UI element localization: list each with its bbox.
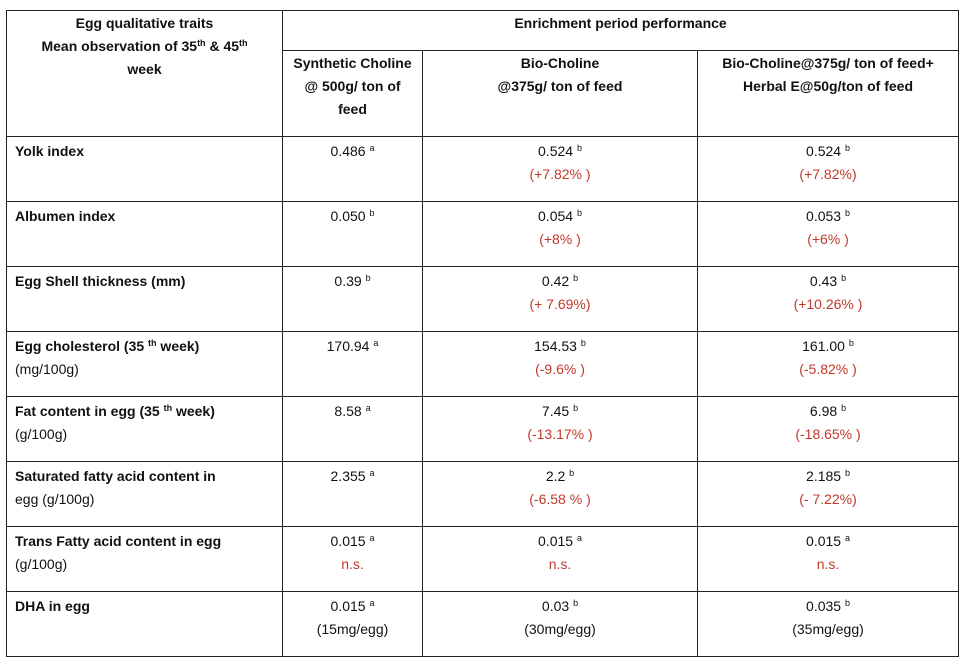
value-cell-c2 [423, 202, 698, 267]
trait-name: Albumen index [15, 208, 116, 224]
value-cell-c3 [698, 462, 959, 527]
change-note: (+7.82% ) [529, 166, 591, 182]
change-note: (+7.82%) [799, 166, 857, 182]
change-note: (- 7.22%) [799, 491, 857, 507]
value-cell-c3 [698, 202, 959, 267]
trait-cell [7, 267, 283, 332]
value: 0.053 $^b$ [806, 208, 850, 224]
table-row [7, 527, 959, 592]
change-note: (-13.17% ) [527, 426, 593, 442]
trait-unit: (mg/100g) [15, 361, 79, 377]
value: 0.050 $^b$ [330, 208, 375, 224]
value: 161.00 $^b$ [802, 338, 854, 354]
header-traits [7, 11, 283, 137]
value: 0.054 $^b$ [538, 208, 582, 224]
value-cell-c1 [283, 462, 423, 527]
value: 2.185 $^b$ [806, 468, 850, 484]
change-note: n.s. [341, 556, 364, 572]
value-cell-c3 [698, 527, 959, 592]
header-synthetic-choline: Synthetic Choline @ 500g/ ton of feed [283, 51, 423, 137]
value-cell-c1 [283, 397, 423, 462]
trait-cell [7, 137, 283, 202]
header-line1: Egg qualitative traits [75, 15, 214, 31]
header-group-title: Enrichment period performance [283, 11, 959, 51]
amount-note: (15mg/egg) [316, 621, 389, 637]
trait-name: Fat content in egg (35 $^{th}$ week) [15, 403, 215, 419]
change-note: (+ 7.69%) [529, 296, 591, 312]
change-note: (-9.6% ) [535, 361, 585, 377]
value-cell-c3 [698, 592, 959, 657]
change-note: (+6% ) [807, 231, 849, 247]
trait-unit: (g/100g) [15, 556, 68, 572]
value-cell-c2 [423, 267, 698, 332]
value: 2.355 $^a$ [330, 468, 375, 484]
value: 0.43 $^b$ [809, 273, 847, 289]
egg-traits-table [6, 10, 959, 657]
trait-name: Egg Shell thickness (mm) [15, 273, 186, 289]
change-note: (-5.82% ) [799, 361, 857, 377]
value-cell-c3 [698, 332, 959, 397]
value-cell-c2 [423, 592, 698, 657]
change-note: (+10.26% ) [793, 296, 863, 312]
table-row [7, 462, 959, 527]
trait-name: DHA in egg [15, 598, 90, 614]
value-cell-c1 [283, 267, 423, 332]
change-note: (-6.58 % ) [529, 491, 591, 507]
amount-note: (30mg/egg) [524, 621, 596, 637]
header-line2: Mean observation of 35th & 45th [41, 38, 248, 54]
value: 0.39 $^b$ [334, 273, 371, 289]
value-cell-c1 [283, 202, 423, 267]
value: 0.015 $^a$ [330, 533, 375, 549]
value: 0.42 $^b$ [541, 273, 579, 289]
value-cell-c3 [698, 267, 959, 332]
trait-cell [7, 332, 283, 397]
value: 0.015 $^a$ [806, 533, 850, 549]
trait-cell [7, 592, 283, 657]
trait-name: Egg cholesterol (35 $^{th}$ week) [15, 338, 200, 354]
value: 0.015 $^a$ [330, 598, 375, 614]
value-cell-c2 [423, 527, 698, 592]
table-container [6, 10, 959, 657]
value: 0.035 $^b$ [806, 598, 850, 614]
change-note: n.s. [816, 556, 840, 572]
value-cell-c2 [423, 462, 698, 527]
change-note: (-18.65% ) [795, 426, 861, 442]
trait-cell [7, 527, 283, 592]
value: 0.524 $^b$ [538, 143, 582, 159]
value: 170.94 $^a$ [326, 338, 379, 354]
trait-name: Yolk index [15, 143, 84, 159]
value: 8.58 $^a$ [334, 403, 371, 419]
value: 154.53 $^b$ [534, 338, 586, 354]
table-row [7, 267, 959, 332]
value-cell-c1 [283, 137, 423, 202]
trait-name: Trans Fatty acid content in egg [15, 533, 222, 549]
amount-note: (35mg/egg) [792, 621, 864, 637]
table-row [7, 202, 959, 267]
table-row [7, 592, 959, 657]
value: 0.015 $^a$ [538, 533, 582, 549]
value: 0.524 $^b$ [806, 143, 850, 159]
value-cell-c3 [698, 137, 959, 202]
header-line3: week [127, 61, 162, 77]
trait-unit: (g/100g) [15, 426, 68, 442]
value: 0.03 $^b$ [541, 598, 579, 614]
value-cell-c1 [283, 592, 423, 657]
table-row [7, 397, 959, 462]
trait-cell [7, 202, 283, 267]
value-cell-c3 [698, 397, 959, 462]
trait-cell [7, 397, 283, 462]
value-cell-c2 [423, 332, 698, 397]
value-cell-c1 [283, 527, 423, 592]
value: 6.98 $^b$ [809, 403, 847, 419]
trait-unit: egg (g/100g) [15, 491, 95, 507]
trait-cell [7, 462, 283, 527]
value: 7.45 $^b$ [541, 403, 579, 419]
value-cell-c1 [283, 332, 423, 397]
header-bio-choline: Bio-Choline @375g/ ton of feed [423, 51, 698, 137]
trait-name: Saturated fatty acid content in [15, 468, 216, 484]
table-row [7, 332, 959, 397]
value: 0.486 $^a$ [330, 143, 375, 159]
value-cell-c2 [423, 137, 698, 202]
change-note: (+8% ) [539, 231, 581, 247]
value-cell-c2 [423, 397, 698, 462]
change-note: n.s. [548, 556, 572, 572]
table-row [7, 137, 959, 202]
value: 2.2 $^b$ [545, 468, 575, 484]
header-bio-choline-herbal: Bio-Choline@375g/ ton of feed+ Herbal E@50g/ton of feed [698, 51, 959, 137]
